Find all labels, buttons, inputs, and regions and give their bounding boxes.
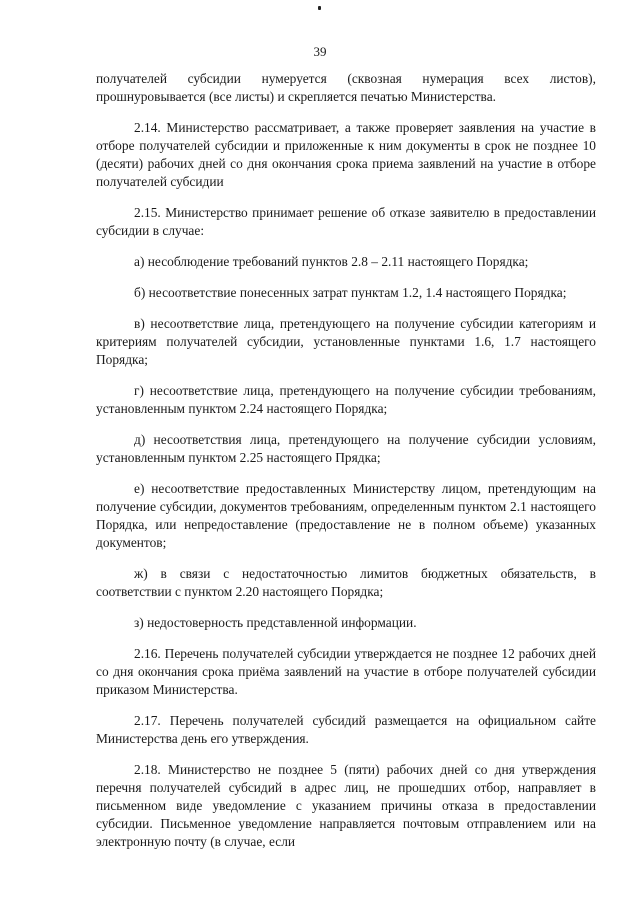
list-item-v: в) несоответствие лица, претендующего на получение субсидии категориям и критериям получателей субсидии, установленные пунктами 1.6, 1.7 настоящего Порядка; bbox=[96, 316, 596, 367]
list-item-e: е) несоответствие предоставленных Министерству лицом, претендующим на получение субсидии, документов требованиям, определенным пунктом 2.1 настоящего Порядка, или непредоставление (предоставление не в полном объеме) указанных документов; bbox=[96, 481, 596, 550]
paragraph-2-18: 2.18. Министерство не позднее 5 (пяти) рабочих дней со дня утверждения перечня получателей субсидий в адрес лиц, не прошедших отбор, направляет в письменном виде уведомление с указанием причины отказа в предоставлении субсидии. Письменное уведомление направляется почтовым отправлением или на электронную почту (в случае, если bbox=[96, 762, 596, 849]
list-item-d: д) несоответствия лица, претендующего на получение субсидии условиям, установленным пунктом 2.25 настоящего Прядка; bbox=[96, 432, 596, 465]
list-item-zh: ж) в связи с недостаточностью лимитов бюджетных обязательств, в соответствии с пунктом 2.20 настоящего Порядка; bbox=[96, 566, 596, 599]
paragraph-continuation: получателей субсидии нумеруется (сквозная нумерация всех листов), прошнуровывается (все листы) и скрепляется печатью Министерства. bbox=[96, 71, 596, 104]
list-item-a: а) несоблюдение требований пунктов 2.8 – 2.11 настоящего Порядка; bbox=[134, 254, 529, 269]
scan-speck bbox=[318, 6, 321, 10]
document-body bbox=[96, 70, 596, 851]
list-item-b: б) несоответствие понесенных затрат пунктам 1.2, 1.4 настоящего Порядка; bbox=[134, 285, 567, 300]
paragraph-2-16: 2.16. Перечень получателей субсидии утверждается не позднее 12 рабочих дней со дня окончания срока приёма заявлений на участие в отборе получателей субсидии приказом Министерства. bbox=[96, 646, 596, 697]
paragraph-2-17: 2.17. Перечень получателей субсидий размещается на официальном сайте Министерства день его утверждения. bbox=[96, 713, 596, 746]
paragraph-2-14: 2.14. Министерство рассматривает, а также проверяет заявления на участие в отборе получателей субсидии и приложенные к ним документы в срок не позднее 10 (десяти) рабочих дней со дня окончания срока приема заявлений на участие в отборе получателей субсидии bbox=[96, 120, 596, 189]
list-item-z: з) недостоверность представленной информации. bbox=[134, 615, 417, 630]
paragraph-2-15: 2.15. Министерство принимает решение об отказе заявителю в предоставлении субсидии в случае: bbox=[96, 205, 596, 238]
page-number: 39 bbox=[313, 44, 327, 59]
list-item-g: г) несоответствие лица, претендующего на получение субсидии требованиям, установленным пунктом 2.24 настоящего Порядка; bbox=[96, 383, 596, 416]
